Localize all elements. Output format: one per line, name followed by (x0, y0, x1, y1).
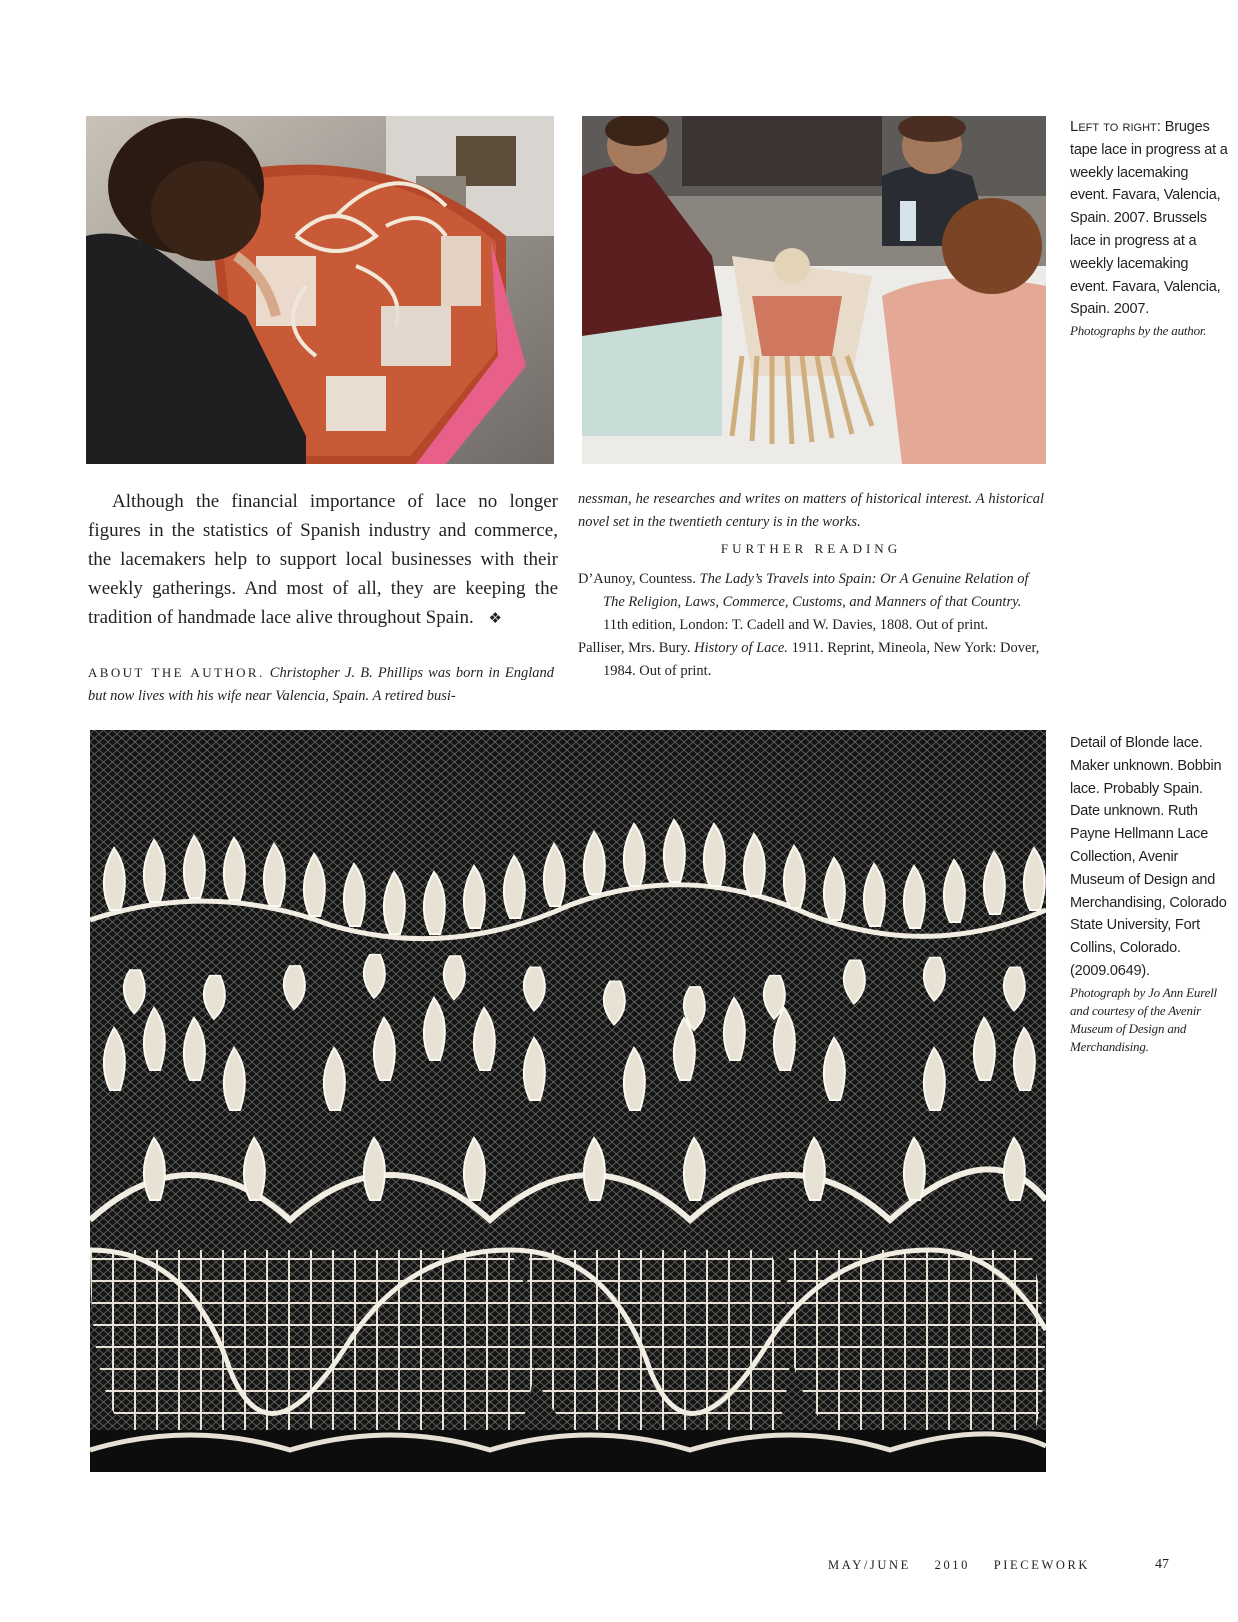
about-the-author-continued (578, 488, 1044, 534)
reference-details: 1911. Reprint, Mineola, New York: Dover, 1984. Out of print. (603, 640, 1040, 679)
photo-blonde-lace-detail (90, 730, 1046, 1472)
body-paragraph-text: Although the financial importance of lace no longer figures in the statistics of Spanish industry and commerce, the lacemakers help to support local businesses with their weekly gatherings. And most of all, they are keeping the tradition of handmade lace alive throughout Spain. (88, 491, 558, 628)
caption-text: Detail of Blonde lace. Maker unknown. Bobbin lace. Probably Spain. Date unknown. Ruth Payne Hellmann Lace Collection, Avenir Museum of Design and Merchandising, Colorado State University, Fort Collins, Colorado. (2009.0649). (1070, 735, 1227, 979)
footer-issue: MAY/JUNE (828, 1558, 911, 1572)
reference-author: D’Aunoy, Countess. (578, 571, 696, 587)
reference-item (578, 637, 1044, 683)
caption-credit: Photographs by the author. (1070, 323, 1207, 339)
body-paragraph (88, 487, 558, 633)
photo-brussels-lace (582, 116, 1046, 464)
caption-lead: Left to right: (1070, 118, 1161, 135)
footer-year: 2010 (934, 1558, 970, 1572)
reference-details: 11th edition, London: T. Cadell and W. Davies, 1808. Out of print. (603, 617, 989, 633)
photo-caption-top (1070, 116, 1230, 340)
reference-title: History of Lace. (694, 640, 788, 656)
about-the-author (88, 661, 554, 708)
about-text-part1: Christopher J. B. Phillips was born in England but now lives with his wife near Valencia, Spain. A retired busi- (88, 665, 555, 704)
reference-title: The Lady’s Travels into Spain: Or A Genuine Relation of The Religion, Laws, Commerce, Customs, and Manners of that Country. (603, 571, 1029, 610)
page-number: 47 (1155, 1557, 1169, 1572)
caption-credit: Photograph by Jo Ann Eurell and courtesy of the Avenir Museum of Design and Merchandising. (1070, 984, 1217, 1054)
page-footer (828, 1558, 1108, 1573)
photo-bruges-tape-lace (86, 116, 554, 464)
further-reading-list (578, 568, 1044, 683)
caption-text: Bruges tape lace in progress at a weekly lacemaking event. Favara, Valencia, Spain. 2007. Brussels lace in progress at a weekly lacemaking event. Favara, Valencia, Spain. 2007. (1070, 119, 1228, 318)
about-text-part2: nessman, he researches and writes on matters of historical interest. A historical novel set in the twentieth century is in the works. (578, 491, 1044, 530)
about-label: ABOUT THE AUTHOR. (88, 665, 265, 680)
end-ornament: ❖ (488, 609, 502, 627)
footer-magazine: PIECEWORK (993, 1558, 1091, 1572)
reference-item (578, 568, 1044, 637)
reference-author: Palliser, Mrs. Bury. (578, 640, 691, 656)
further-reading-heading: FURTHER READING (720, 541, 902, 556)
photo-caption-bottom (1070, 732, 1230, 1056)
